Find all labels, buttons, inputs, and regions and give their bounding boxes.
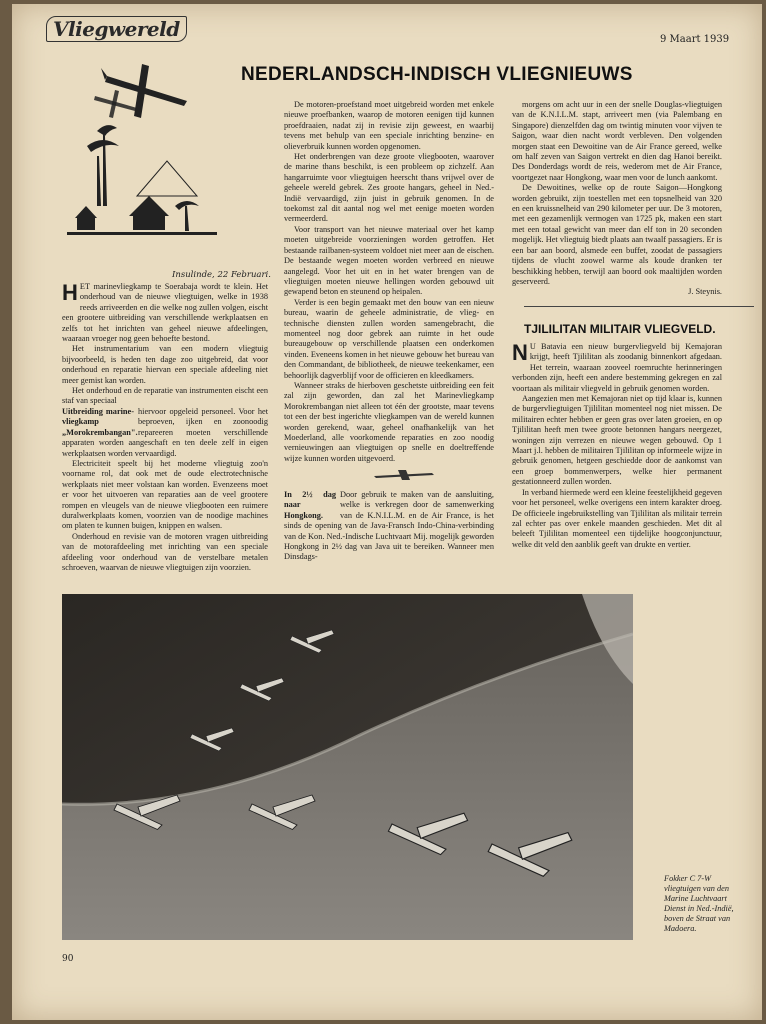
paragraph: De motoren-proefstand moet uitgebreid worden met enkele nieuwe proefbanken, waarop de motoren eenigen tijd kunnen proefdraaien, nadat zij in revisie zijn geweest, en waarbij tevens met behulp van een speciale inrichting benzine- en olieverbruik kunnen worden opgenomen. [284, 100, 494, 151]
article-title: NEDERLANDSCH-INDISCH VLIEGNIEUWS [241, 64, 633, 85]
paragraph: In 2½ dag naar Hongkong. Door gebruik te maken van de aansluiting, welke is verkregen door de samenwerking van de K.N.I.L.M. en de Air France, is het sinds de opening van de Java-Fransch Indo-China-verbinding van de Kon. Ned.-Indische Luchtvaart Mij. mogelijk geworden Hongkong in 2½ dag van Java uit te bereiken. Wanneer men Dinsdags- [284, 490, 494, 562]
paragraph: In verband hiermede werd een kleine feestelijkheid gegeven voor het personeel, welke overigens een intern karakter droeg. De officieele ingebruikstelling van Tjililitan als militair terrein zal echter pas over enkele maanden geschieden. Met dit al beleeft Tjililitan momenteel een tijdelijke hoogconjunctuur, welke dit veld den aanblik geeft van drukte en vertier. [512, 487, 722, 549]
airplane-ornament-icon [372, 468, 436, 482]
side-heading: In 2½ dag naar Hongkong. [284, 490, 336, 520]
author-signature: J. Steynis. [688, 287, 722, 297]
paragraph: N U Batavia een nieuw burgervliegveld bij Kemajoran krijgt, heeft Tjililitan als zoodanig binnenkort afgedaan. Het terrein, waaraan zooveel roemruchte herinneringen verbonden zijn, heeft een andere bestemming gekregen en zal voortaan als militair vliegveld in gebruik genomen worden. [512, 340, 722, 393]
paragraph: Het onderhoud en de reparatie van instrumenten eischt een staf van speciaal [62, 386, 268, 406]
article-column-3 [512, 100, 722, 298]
magazine-page [12, 4, 762, 1020]
aerial-photo-seaplanes [62, 594, 633, 940]
drop-cap: H [62, 280, 78, 305]
article-column-1 [62, 282, 268, 573]
article-column-2-lower [284, 490, 494, 563]
paragraph: morgens om acht uur in een der snelle Douglas-vliegtuigen van de K.N.I.L.M. stapt, arriveert men (via Palembang en Singapore) dienzelfden dag om twintig minuten voor vijven te Saigon, waar dien nacht wordt verbleven. Den volgenden morgen staat een Dewoitine van de Air France gereed, welke om half zeven van Saigon vertrekt en dien dag Hanoi bereikt. Des Donderdags wordt de reis, wederom met de Air France, voortgezet naar Hongkong, waar men voor de lunch aankomt. [512, 100, 722, 182]
paragraph: Het onderbrengen van deze groote vliegbooten, waarover de marine thans beschikt, is een probleem op zichzelf. Aan hangarruimte voor vliegtuigen heerscht thans vrijwel over de geheele wereld gebrek. Zes groote hangars, geheel in Ned.-Indië vervaardigd, zijn juist in gebruik genomen. In de toekomst zal dit aantal nog wel met eenige moeten worden vermeerderd. [284, 152, 494, 224]
masthead-logo: Vliegwereld [46, 16, 187, 42]
paragraph: Uitbreiding marine-vliegkamp „Morokrembangan". hiervoor opgeleid personeel. Voor het beproeven, ijken en zoonoodig repareeren moeten verschillende apparaten worden aangeschaft en ten deele zelf in eigen werkplaatsen worden vervaardigd. [62, 406, 268, 458]
side-heading: Uitbreiding marine-vliegkamp „Morokrembangan". [62, 406, 138, 437]
paragraph: De Dewoitines, welke op de route Saigon—Hongkong worden gebruikt, zijn toestellen met een topsnelheid van 320 en een kruissnelheid van 290 kilometer per uur. De 3 motoren, met een gezamenlijk vermogen van 1725 pk, maken een start met een totaal gewicht van meer dan elf ton in 20 seconden mogelijk. Het vliegtuig biedt plaats aan twaalf passagiers. Er is een bar aan boord, alsmede een buffet, zoodat de passagiers tijdens de vlucht zoowel warme als koude dranken ter beschikking hebben, terwijl aan boord ook maaltijden worden geserveerd. [512, 183, 722, 286]
paragraph: HET marinevliegkamp te Soerabaja wordt te klein. Het onderhoud van de nieuwe vliegtuigen, welke in 1938 reeds arriveerden en die welke nog zullen volgen, eischt een grootere uitbreiding van verschillende werkplaatsen en zelfs tot het inrichten van geheel nieuwe afdeelingen, waaraan vroeger nog geen behoefte bestond. [62, 280, 268, 344]
paragraph: Wanneer straks de hierboven geschetste uitbreiding een feit zal zijn geworden, dan zal het Marinevliegkamp Morokrembangan niet alleen tot één der grootste, maar tevens tot een der best ingerichte vliegkampen van de wereld kunnen worden gerekend, waar, geheel onafhankelijk van het Moederland, alle voorkomende reparaties en zoo noodig vernieuwingen aan vliegtuigen op snelle en doeltreffende wijze kunnen worden uitgevoerd. [284, 380, 494, 463]
paragraph: Aangezien men met Kemajoran niet op tijd klaar is, kunnen de burgervliegtuigen Tjililitan momenteel nog niet missen. De militairen echter hebben er geen gras over laten groeien, en op Tjililitan heeft men twee groote betonnen hangars neergezet, woningen zijn verrezen en nieuwe wegen gebouwd. Op 1 Maart j.l. hebben de militairen Tjililitan op informeele wijze in gebruik genomen, hetgeen geschiedde door de aankomst van een groep bommenwerpers, welke hier permanent gestationneerd zullen worden. [512, 394, 722, 487]
paragraph: Verder is een begin gemaakt met den bouw van een nieuw bureau, waarin de geheele administratie, de vlieg- en technische diensten zullen worden samengebracht, die momenteel nog door gebrek aan ruimte in het oude bureaugebouw op verschillende plaatsen een onderkomen vinden. Eveneens komen in het nieuwe gebouw het bureau van den Commandant, de bibliotheek, de nieuwe teekenkamer, een behoorlijk dagverblijf voor de officieren en kleedkamers. [284, 297, 494, 380]
paragraph: Het instrumentarium van een modern vliegtuig bijvoorbeeld, is heden ten dage zoo uitgebreid, dat voor onderhoud en reparatie hiervan een speciale afdeeling niet meer gemist kan worden. [62, 344, 268, 385]
article-dateline: Insulinde, 22 Februari. [172, 270, 271, 280]
issue-date: 9 Maart 1939 [660, 34, 730, 45]
tropical-airplane-illustration [67, 56, 217, 241]
paragraph: Voor transport van het nieuwe materiaal over het kamp moeten uitgebreide voorzieningen worden getroffen. Het bestaande railbanen-systeem voldoet niet meer aan de eischen. De bestaande wegen moeten worden verbreed en nieuwe aangelegd. Voor het uit en in het water brengen van de vliegtuigen moeten nieuwe hellingen worden gebouwd uit gewapend beton en steunend op heipalen. [284, 224, 494, 297]
section-heading: TJILILITAN MILITAIR VLIEGVELD. [524, 322, 716, 336]
article-column-2 [284, 100, 494, 464]
drop-cap: N [512, 340, 528, 365]
page-number: 90 [62, 954, 74, 964]
photo-caption: Fokker C 7-W vliegtuigen van den Marine Luchtvaart Dienst in Ned.-Indië, boven de Straat van Madoera. [664, 874, 734, 933]
paragraph: Onderhoud en revisie van de motoren vragen uitbreiding van de motorafdeeling met inrichting van een speciale afdeeling voor onderhoud van de verstelbare metalen schroeven, waarvan de nieuwe vliegtuigen zijn voorzien. [62, 531, 268, 572]
article2-column [512, 342, 722, 550]
section-divider [524, 306, 754, 307]
paragraph: Electriciteit speelt bij het moderne vliegtuig zoo'n voorname rol, dat ook met de oude electrotechnische werkplaats niet meer volstaan kan worden. Evenzeens moet er voor het uitvoeren van reparaties aan de veel grootere rompen en vleugels van de nieuwe vliegbooten een ruimere duralwerkplaats komen, voorzien van de noodige machines om platen te kunnen buigen, knippen en walsen. [62, 458, 268, 531]
